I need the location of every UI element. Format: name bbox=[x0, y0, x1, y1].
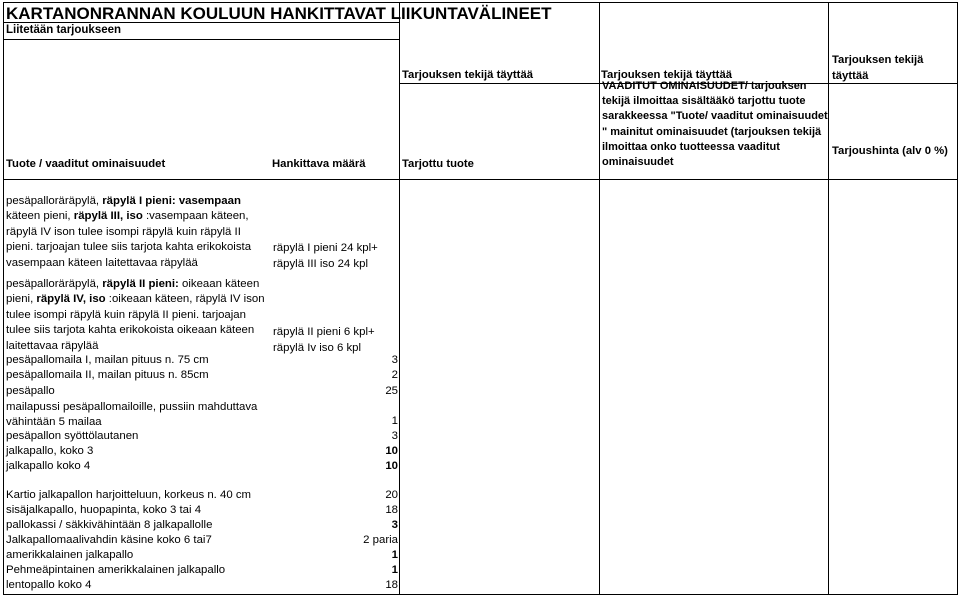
item-name: jalkapallo, koko 3 bbox=[6, 445, 94, 457]
col-line-3 bbox=[828, 2, 829, 595]
item-name: Kartio jalkapallon harjoitteluun, korkeus n. 40 cm bbox=[6, 489, 252, 501]
item-qty: 10 bbox=[385, 445, 398, 457]
item-qty: 1 bbox=[391, 564, 398, 576]
item-qty: 3 bbox=[391, 519, 398, 531]
item-name: pallokassi / säkkivähintään 8 jalkapallolle bbox=[6, 519, 213, 531]
border-top bbox=[3, 2, 957, 3]
item-qty: 18 bbox=[385, 579, 398, 591]
item-qty: 3 bbox=[391, 354, 398, 366]
item-name: Jalkapallomaalivahdin käsine koko 6 tai7 bbox=[6, 534, 212, 546]
header-fill-hinta: Tarjouksen tekijä täyttää bbox=[832, 54, 924, 82]
item-qty: 20 bbox=[385, 489, 398, 501]
item-qty: 18 bbox=[385, 504, 398, 516]
item-qty: 2 paria bbox=[363, 534, 398, 546]
row1-description: pesäpalloräräpylä, räpylä I pieni: vasempaan käteen pieni, räpylä III, iso :vasempaan käteen, räpylä IV ison tulee isompi räpylä kuin räpylä II pieni. tarjoajan tulee siis tarjota kahta erikokoista vasempaan käteen laitettavaa räpylää bbox=[6, 195, 252, 269]
subtitle-rule bbox=[3, 39, 399, 40]
page-title: KARTANONRANNAN KOULUUN HANKITTAVAT LIIKUNTAVÄLINEET bbox=[6, 4, 552, 23]
col-line-4 bbox=[957, 2, 958, 595]
header-bottom-rule bbox=[3, 179, 957, 180]
item-name: pesäpallo bbox=[6, 385, 55, 397]
item-qty: 2 bbox=[391, 369, 398, 381]
item-name: pesäpallomaila II, mailan pituus n. 85cm bbox=[6, 369, 209, 381]
header-hinta: Tarjoushinta (alv 0 %) bbox=[832, 145, 948, 157]
item-name: Pehmeäpintainen amerikkalainen jalkapallo bbox=[6, 564, 226, 576]
col-line-2 bbox=[599, 2, 600, 595]
item-name: pesäpallomaila I, mailan pituus n. 75 cm bbox=[6, 354, 209, 366]
item-qty: 25 bbox=[385, 385, 398, 397]
item-name: mailapussi pesäpallomailoille, pussiin mahduttava vähintään 5 mailaa bbox=[6, 401, 258, 429]
row2-description: pesäpalloräräpylä, räpylä II pieni: oikeaan käteen pieni, räpylä IV, iso :oikeaan käteen, räpylä IV ison tulee isompi räpylä kuin räpylä II pieni. tarjoajan tulee siis tarjota kahta erikokoista oikeaan käteen laitettavaa räpylää bbox=[6, 278, 265, 352]
header-tarjottu: Tarjottu tuote bbox=[402, 158, 474, 170]
header-maara: Hankittava määrä bbox=[272, 158, 366, 170]
item-qty: 10 bbox=[385, 460, 398, 472]
header-vaaditut: VAADITUT OMINAISUUDET/ tarjouksen tekijä ilmoittaa sisältääkö tarjottu tuote sarakkeessa "Tuote/ vaaditut ominaisuudet " mainitut ominaisuudet (tarjouksen tekijä ilmoittaa onko tuotteessa vaaditut ominaisuudet bbox=[602, 80, 828, 169]
col-line-1 bbox=[399, 2, 400, 595]
border-bottom bbox=[3, 594, 957, 595]
item-qty: 3 bbox=[391, 430, 398, 442]
row2-quantity: räpylä II pieni 6 kpl+ räpylä Iv iso 6 kpl bbox=[273, 326, 375, 354]
header-tuote: Tuote / vaaditut ominaisuudet bbox=[6, 158, 166, 170]
col-line-0 bbox=[3, 2, 4, 595]
item-name: pesäpallon syöttölautanen bbox=[6, 430, 139, 442]
header-fill-tarjottu: Tarjouksen tekijä täyttää bbox=[402, 69, 534, 81]
item-qty: 1 bbox=[391, 549, 398, 561]
item-name: sisäjalkapallo, huopapinta, koko 3 tai 4 bbox=[6, 504, 202, 516]
header-fill-ominaisuudet: Tarjouksen tekijä täyttää bbox=[601, 69, 733, 81]
item-name: amerikkalainen jalkapallo bbox=[6, 549, 134, 561]
page-subtitle: Liitetään tarjoukseen bbox=[6, 24, 122, 36]
item-qty: 1 bbox=[391, 415, 398, 427]
row1-quantity: räpylä I pieni 24 kpl+ räpylä III iso 24 kpl bbox=[273, 242, 378, 270]
item-name: jalkapallo koko 4 bbox=[6, 460, 91, 472]
item-name: lentopallo koko 4 bbox=[6, 579, 92, 591]
